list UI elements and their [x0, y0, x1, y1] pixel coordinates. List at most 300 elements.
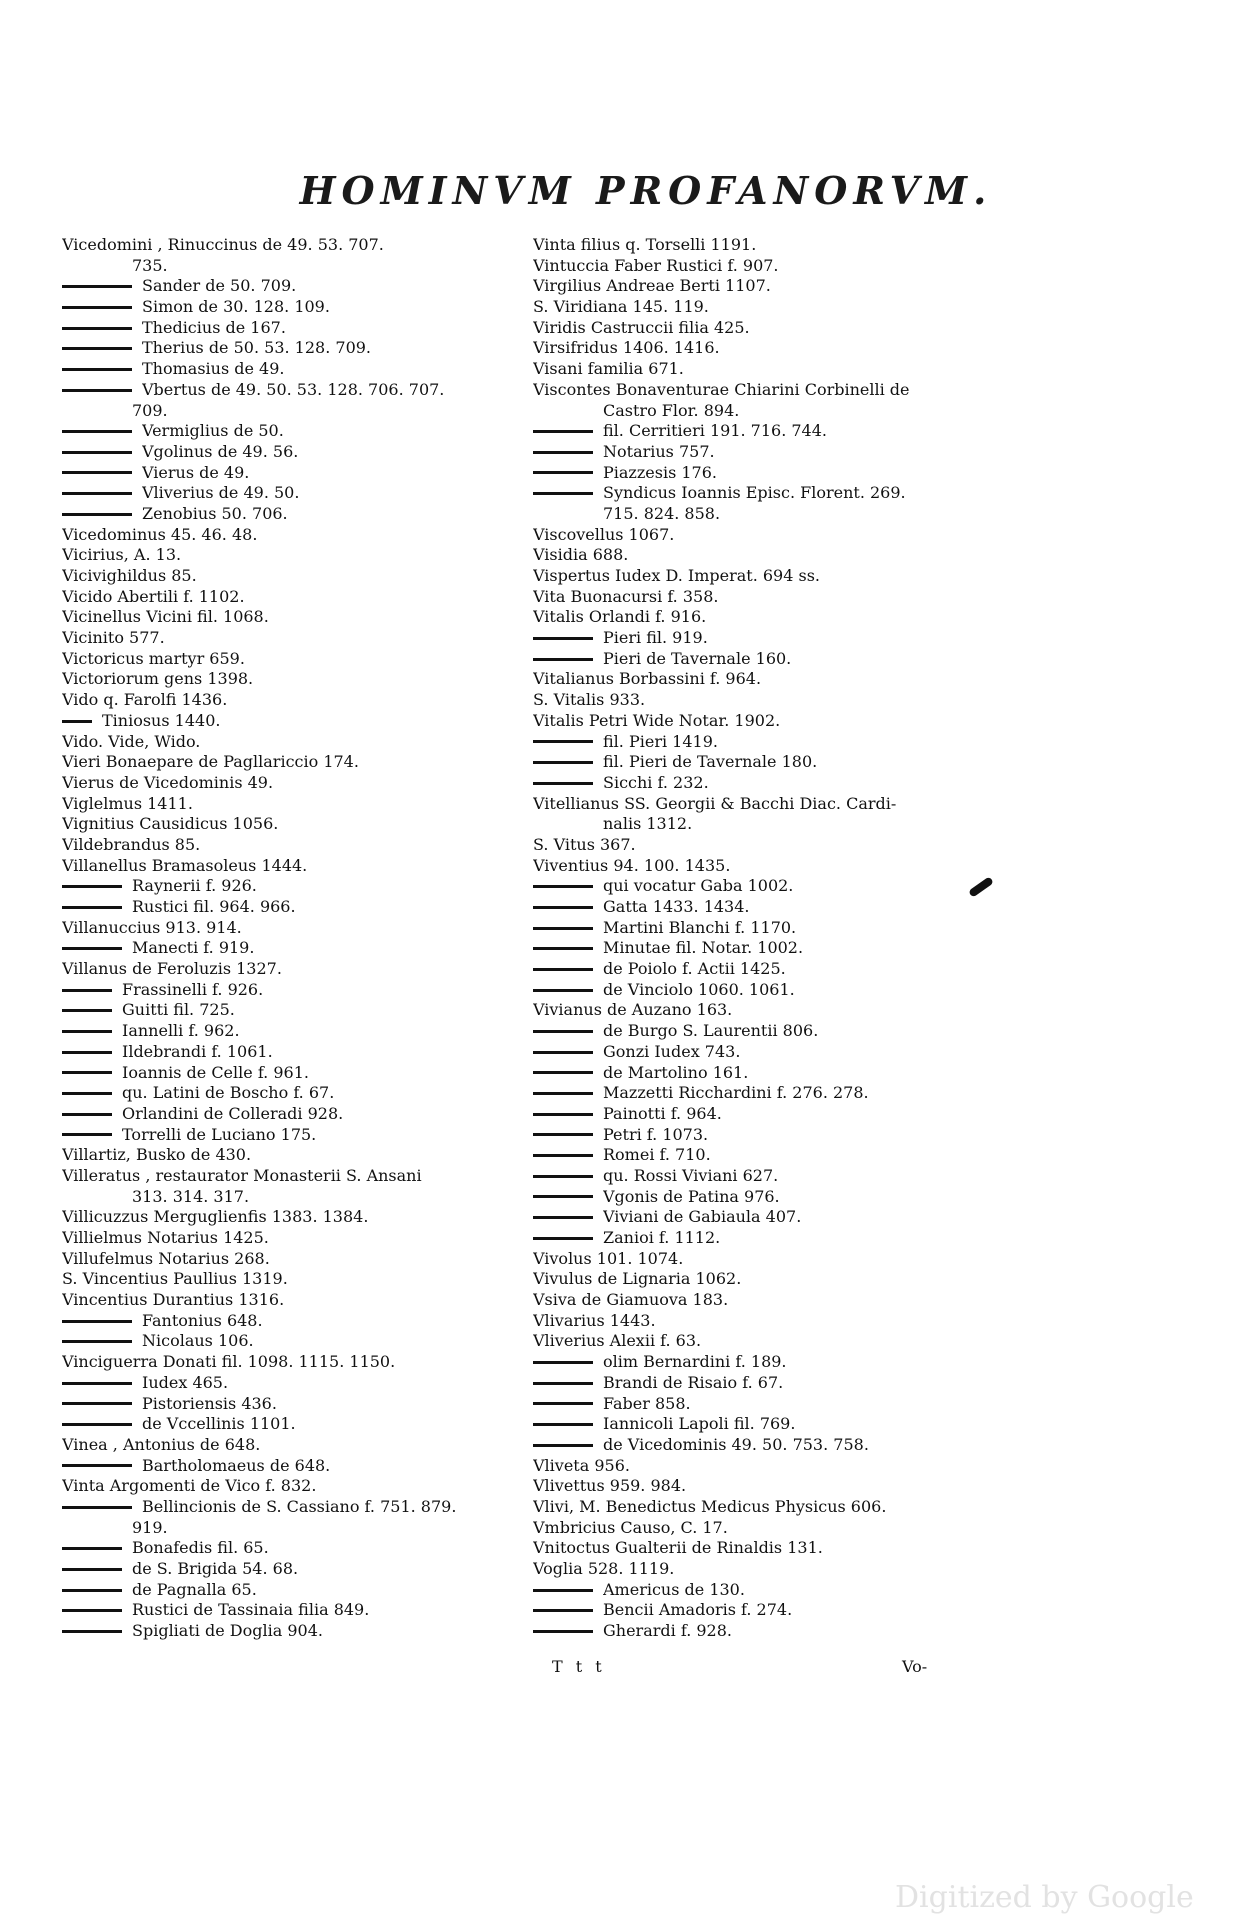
repeat-dash: [62, 327, 132, 330]
repeat-dash: [62, 306, 132, 309]
repeat-dash: [533, 1361, 593, 1364]
index-entry: [62, 773, 532, 794]
repeat-dash: [533, 885, 593, 888]
repeat-dash: [533, 782, 593, 785]
index-entry: [62, 897, 532, 918]
repeat-dash: [533, 471, 593, 474]
index-entry: [62, 1000, 532, 1021]
index-entry: [62, 1207, 532, 1228]
index-entry-text: Pistoriensis 436.: [142, 1393, 277, 1413]
index-entry-text: Nicolaus 106.: [142, 1331, 254, 1351]
watermark: Digitized by Google: [895, 1880, 1194, 1915]
signature-mark: T t t: [552, 1657, 606, 1676]
index-entry: [533, 814, 1003, 835]
index-entry-text: Vitellianus SS. Georgii & Bacchi Diac. Cardi-: [533, 793, 897, 813]
repeat-dash: [533, 1092, 593, 1095]
index-entry: [533, 1497, 1003, 1518]
repeat-dash: [533, 1175, 593, 1178]
repeat-dash: [533, 740, 593, 743]
index-entry-text: Vido q. Farolfi 1436.: [62, 690, 228, 710]
index-entry: [533, 442, 1003, 463]
repeat-dash: [62, 389, 132, 392]
index-entry-text: Victoriorum gens 1398.: [62, 669, 254, 689]
index-entry: [62, 1269, 532, 1290]
index-entry-text: Vlivi, M. Benedictus Medicus Physicus 606.: [533, 1496, 887, 1516]
index-entry-text: Vignitius Causidicus 1056.: [62, 814, 279, 834]
index-entry-text: Iannelli f. 962.: [122, 1021, 240, 1041]
repeat-dash: [62, 1133, 112, 1136]
index-entry-text: Vitalis Orlandi f. 916.: [533, 607, 707, 627]
index-entry-text: Vivulus de Lignaria 1062.: [533, 1269, 742, 1289]
index-entry: [533, 980, 1003, 1001]
repeat-dash: [62, 513, 132, 516]
index-entry: [533, 732, 1003, 753]
repeat-dash: [62, 1382, 132, 1385]
index-entry-text: Pieri de Tavernale 160.: [603, 648, 792, 668]
repeat-dash: [533, 1402, 593, 1405]
index-entry-text: Vido. Vide, Wido.: [62, 731, 201, 751]
index-entry: [62, 1042, 532, 1063]
index-entry: [62, 732, 532, 753]
index-entry-text: qui vocatur Gaba 1002.: [603, 876, 794, 896]
index-entry-text: Americus de 130.: [603, 1579, 745, 1599]
index-entry: [533, 773, 1003, 794]
index-entry-text: Vitalis Petri Wide Notar. 1902.: [533, 710, 781, 730]
index-entry-text: Vildebrandus 85.: [62, 834, 201, 854]
index-entry-text: Minutae fil. Notar. 1002.: [603, 938, 804, 958]
index-entry: [533, 1600, 1003, 1621]
repeat-dash: [533, 761, 593, 764]
index-entry: [533, 380, 1003, 401]
index-entry: [62, 959, 532, 980]
index-entry-text: Villeratus , restaurator Monasterii S. Ansani: [62, 1165, 422, 1185]
repeat-dash: [533, 1216, 593, 1219]
index-entry: [62, 566, 532, 587]
index-entry-text: Villielmus Notarius 1425.: [62, 1228, 269, 1247]
index-entry-text: Vinciguerra Donati fil. 1098. 1115. 1150.: [62, 1352, 396, 1372]
index-entry-text: fil. Pieri de Tavernale 180.: [603, 752, 818, 772]
index-entry: [62, 1456, 532, 1477]
index-entry-text: Vivolus 101. 1074.: [533, 1248, 684, 1268]
repeat-dash: [533, 1071, 593, 1074]
repeat-dash: [533, 1030, 593, 1033]
index-entry-text: qu. Rossi Viviani 627.: [603, 1165, 779, 1185]
index-entry-text: fil. Pieri 1419.: [603, 731, 718, 751]
index-entry-text: Zanioi f. 1112.: [603, 1228, 721, 1247]
index-entry-text: Viscontes Bonaventurae Chiarini Corbinelli de: [533, 379, 910, 399]
repeat-dash: [533, 1133, 593, 1136]
index-entry: [533, 1125, 1003, 1146]
repeat-dash: [533, 1589, 593, 1592]
repeat-dash: [62, 1568, 122, 1571]
index-entry-text: Vlivarius 1443.: [533, 1310, 656, 1330]
index-entry-text: Petri f. 1073.: [603, 1124, 709, 1144]
index-entry: [62, 1021, 532, 1042]
repeat-dash: [62, 947, 122, 950]
index-entry-text: Villanellus Bramasoleus 1444.: [62, 855, 308, 875]
index-entry-text: Frassinelli f. 926.: [122, 979, 264, 999]
index-entry-text: Raynerii f. 926.: [132, 876, 257, 896]
index-entry-text: 735.: [132, 255, 168, 275]
repeat-dash: [62, 1589, 122, 1592]
index-entry-text: Bonafedis fil. 65.: [132, 1538, 269, 1558]
index-entry: [533, 856, 1003, 877]
index-entry-text: qu. Latini de Boscho f. 67.: [122, 1083, 335, 1103]
index-entry: [62, 1083, 532, 1104]
index-entry-text: Rustici de Tassinaia filia 849.: [132, 1600, 370, 1620]
index-entry: [62, 276, 532, 297]
index-entry: [62, 980, 532, 1001]
repeat-dash: [62, 1092, 112, 1095]
index-entry-text: Brandi de Risaio f. 67.: [603, 1372, 784, 1392]
index-entry-text: 919.: [132, 1517, 168, 1537]
index-entry-text: Visani familia 671.: [533, 359, 684, 379]
repeat-dash: [533, 989, 593, 992]
index-entry-text: Viventius 94. 100. 1435.: [533, 855, 731, 875]
index-entry-text: Victoricus martyr 659.: [62, 648, 245, 668]
index-entry-text: Simon de 30. 128. 109.: [142, 297, 330, 317]
repeat-dash: [533, 906, 593, 909]
index-entry-text: Bencii Amadoris f. 274.: [603, 1600, 793, 1620]
index-entry-text: Ioannis de Celle f. 961.: [122, 1062, 309, 1082]
index-entry-text: Vinta filius q. Torselli 1191.: [533, 235, 757, 254]
index-entry-text: nalis 1312.: [603, 814, 693, 834]
index-entry-text: Vincentius Durantius 1316.: [62, 1290, 285, 1310]
index-entry-text: Vliveta 956.: [533, 1455, 630, 1475]
index-entry-text: Rustici fil. 964. 966.: [132, 897, 296, 916]
repeat-dash: [62, 368, 132, 371]
index-entry: [533, 835, 1003, 856]
index-entry: [533, 359, 1003, 380]
index-entry-text: Bellincionis de S. Cassiano f. 751. 879.: [142, 1496, 457, 1516]
index-entry: [62, 442, 532, 463]
index-entry: [62, 1600, 532, 1621]
index-entry-text: Manecti f. 919.: [132, 938, 255, 958]
index-entry-text: Vicedominus 45. 46. 48.: [62, 524, 258, 544]
index-entry: [533, 1476, 1003, 1497]
index-entry-text: Painotti f. 964.: [603, 1103, 722, 1123]
repeat-dash: [62, 1320, 132, 1323]
index-entry-text: Virgilius Andreae Berti 1107.: [533, 276, 771, 296]
repeat-dash: [533, 1195, 593, 1198]
index-entry-text: Notarius 757.: [603, 441, 715, 461]
repeat-dash: [62, 1051, 112, 1054]
repeat-dash: [533, 1423, 593, 1426]
index-entry-text: 715. 824. 858.: [603, 503, 721, 523]
index-entry-text: Vinta Argomenti de Vico f. 832.: [62, 1476, 317, 1496]
index-entry: [533, 711, 1003, 732]
index-entry-text: Bartholomaeus de 648.: [142, 1455, 331, 1475]
index-entry: [533, 1104, 1003, 1125]
index-entry: [62, 918, 532, 939]
repeat-dash: [62, 1630, 122, 1633]
repeat-dash: [533, 968, 593, 971]
repeat-dash: [62, 989, 112, 992]
index-entry: [533, 752, 1003, 773]
index-entry: [533, 1621, 1003, 1642]
index-entry-text: Vieri Bonaepare de Pagllariccio 174.: [62, 752, 359, 772]
index-entry: [533, 1042, 1003, 1063]
index-entry: [62, 1373, 532, 1394]
repeat-dash: [533, 1051, 593, 1054]
repeat-dash: [533, 1609, 593, 1612]
index-entry-text: Vicirius, A. 13.: [62, 545, 182, 565]
index-entry: [62, 504, 532, 525]
index-entry: [62, 401, 532, 422]
index-entry: [62, 1394, 532, 1415]
index-entry-text: Voglia 528. 1119.: [533, 1559, 675, 1578]
index-entry-text: Vivianus de Auzano 163.: [533, 1000, 733, 1020]
index-entry: [533, 1559, 1003, 1580]
index-entry-text: Visidia 688.: [533, 545, 629, 565]
index-entry: [62, 1476, 532, 1497]
repeat-dash: [62, 285, 132, 288]
repeat-dash: [533, 1630, 593, 1633]
index-entry-text: Vitalianus Borbassini f. 964.: [533, 669, 762, 689]
index-entry: [62, 1331, 532, 1352]
index-entry: [62, 483, 532, 504]
index-entry: [533, 545, 1003, 566]
index-entry: [533, 1538, 1003, 1559]
index-entry: [533, 1166, 1003, 1187]
index-entry: [533, 1269, 1003, 1290]
index-entry-text: Vliverius Alexii f. 63.: [533, 1331, 702, 1351]
index-entry: [62, 690, 532, 711]
index-entry: [533, 401, 1003, 422]
index-entry: [62, 235, 532, 256]
repeat-dash: [533, 947, 593, 950]
index-entry: [62, 856, 532, 877]
index-entry-text: Therius de 50. 53. 128. 709.: [142, 338, 372, 358]
index-entry-text: de S. Brigida 54. 68.: [132, 1559, 299, 1578]
index-entry: [62, 359, 532, 380]
index-entry-text: Iannicoli Lapoli fil. 769.: [603, 1414, 796, 1434]
index-entry: [533, 918, 1003, 939]
index-entry-text: 313. 314. 317.: [132, 1186, 250, 1206]
repeat-dash: [533, 492, 593, 495]
index-entry: [62, 545, 532, 566]
index-entry: [62, 1311, 532, 1332]
index-entry: [533, 897, 1003, 918]
index-entry-text: Vicinito 577.: [62, 628, 165, 648]
index-entry-text: Vierus de 49.: [142, 462, 250, 482]
repeat-dash: [62, 1464, 132, 1467]
index-entry: [62, 649, 532, 670]
index-entry: [533, 1228, 1003, 1249]
index-entry: [62, 1497, 532, 1518]
index-entry-text: olim Bernardini f. 189.: [603, 1352, 787, 1372]
index-entry-text: Thedicius de 167.: [142, 317, 286, 337]
repeat-dash: [533, 927, 593, 930]
index-entry-text: S. Vincentius Paullius 1319.: [62, 1269, 288, 1289]
index-entry: [533, 587, 1003, 608]
index-entry-text: Sander de 50. 709.: [142, 276, 297, 296]
left-index-column: [62, 235, 532, 1642]
index-entry: [533, 669, 1003, 690]
index-entry: [533, 421, 1003, 442]
index-entry: [533, 1187, 1003, 1208]
index-entry: [62, 1559, 532, 1580]
index-entry: [62, 1104, 532, 1125]
index-entry: [62, 1166, 532, 1187]
repeat-dash: [62, 471, 132, 474]
index-entry-text: Vicivighildus 85.: [62, 566, 197, 585]
index-entry-text: de Poiolo f. Actii 1425.: [603, 959, 786, 979]
index-entry-text: fil. Cerritieri 191. 716. 744.: [603, 421, 827, 441]
index-entry: [62, 525, 532, 546]
index-entry: [533, 1394, 1003, 1415]
index-entry-text: Pieri fil. 919.: [603, 628, 708, 648]
index-entry-text: Villanuccius 913. 914.: [62, 917, 242, 937]
index-entry-text: Vierus de Vicedominis 49.: [62, 772, 274, 792]
index-entry: [533, 1311, 1003, 1332]
repeat-dash: [533, 451, 593, 454]
index-entry: [533, 1290, 1003, 1311]
index-entry-text: Vgonis de Patina 976.: [603, 1186, 780, 1206]
index-entry-text: Guitti fil. 725.: [122, 1000, 235, 1020]
index-entry-text: Vispertus Iudex D. Imperat. 694 ss.: [533, 566, 820, 585]
index-entry: [62, 1145, 532, 1166]
index-entry: [533, 690, 1003, 711]
index-entry-text: Mazzetti Ricchardini f. 276. 278.: [603, 1083, 869, 1103]
repeat-dash: [62, 906, 122, 909]
repeat-dash: [62, 885, 122, 888]
index-entry-text: Gonzi Iudex 743.: [603, 1041, 741, 1061]
index-entry-text: Faber 858.: [603, 1393, 691, 1413]
index-entry: [533, 1456, 1003, 1477]
index-entry: [62, 1125, 532, 1146]
index-entry: [62, 1290, 532, 1311]
index-entry: [533, 1083, 1003, 1104]
index-entry-text: Castro Flor. 894.: [603, 400, 740, 420]
index-entry-text: Vita Buonacursi f. 358.: [533, 586, 719, 606]
index-entry: [533, 525, 1003, 546]
index-entry-text: Vermiglius de 50.: [142, 421, 284, 441]
repeat-dash: [533, 1113, 593, 1116]
index-entry-text: Thomasius de 49.: [142, 359, 285, 379]
index-entry: [62, 256, 532, 277]
index-entry-text: Sicchi f. 232.: [603, 772, 709, 792]
repeat-dash: [62, 1009, 112, 1012]
index-entry-text: Orlandini de Colleradi 928.: [122, 1103, 344, 1123]
index-entry: [533, 1435, 1003, 1456]
index-entry: [62, 1249, 532, 1270]
index-entry: [62, 607, 532, 628]
index-entry: [62, 794, 532, 815]
index-entry-text: de Burgo S. Laurentii 806.: [603, 1021, 819, 1041]
index-entry: [62, 1538, 532, 1559]
index-entry-text: Gherardi f. 928.: [603, 1621, 732, 1641]
index-entry: [533, 876, 1003, 897]
index-entry-text: Vlivettus 959. 984.: [533, 1476, 687, 1496]
index-entry: [533, 1207, 1003, 1228]
repeat-dash: [62, 1113, 112, 1116]
index-entry: [62, 1228, 532, 1249]
index-entry: [533, 1352, 1003, 1373]
index-entry-text: Viridis Castruccii filia 425.: [533, 317, 750, 337]
index-entry-text: Romei f. 710.: [603, 1145, 711, 1165]
index-entry-text: Vicido Abertili f. 1102.: [62, 586, 245, 606]
repeat-dash: [62, 492, 132, 495]
index-entry: [533, 1021, 1003, 1042]
index-entry-text: Viscovellus 1067.: [533, 524, 675, 544]
index-entry: [533, 1580, 1003, 1601]
index-entry: [62, 1580, 532, 1601]
index-entry-text: de Vinciolo 1060. 1061.: [603, 979, 795, 999]
index-entry: [533, 256, 1003, 277]
index-entry: [533, 628, 1003, 649]
index-entry: [533, 276, 1003, 297]
index-entry-text: Vgolinus de 49. 56.: [142, 441, 299, 461]
index-entry-text: Vicinellus Vicini fil. 1068.: [62, 607, 269, 627]
index-entry-text: Vinea , Antonius de 648.: [62, 1434, 261, 1454]
index-entry: [62, 711, 532, 732]
repeat-dash: [533, 1237, 593, 1240]
index-entry-text: Piazzesis 176.: [603, 462, 717, 482]
index-entry: [533, 1373, 1003, 1394]
repeat-dash: [62, 1030, 112, 1033]
repeat-dash: [533, 430, 593, 433]
repeat-dash: [62, 1609, 122, 1612]
index-entry-text: Villicuzzus Merguglienfis 1383. 1384.: [62, 1207, 369, 1227]
index-entry: [62, 1063, 532, 1084]
index-entry: [533, 959, 1003, 980]
index-entry: [62, 814, 532, 835]
catchword: Vo-: [902, 1657, 928, 1676]
index-entry-text: Gatta 1433. 1434.: [603, 897, 750, 916]
index-entry-text: S. Vitalis 933.: [533, 690, 646, 710]
repeat-dash: [533, 658, 593, 661]
index-entry-text: Viviani de Gabiaula 407.: [603, 1207, 802, 1227]
repeat-dash: [533, 1154, 593, 1157]
index-entry: [533, 338, 1003, 359]
index-entry: [62, 1352, 532, 1373]
right-index-column: [533, 235, 1003, 1642]
index-entry-text: de Vicedominis 49. 50. 753. 758.: [603, 1434, 869, 1454]
index-entry: [533, 318, 1003, 339]
index-entry: [62, 835, 532, 856]
index-entry-text: S. Viridiana 145. 119.: [533, 297, 709, 317]
repeat-dash: [62, 347, 132, 350]
index-entry-text: Vintuccia Faber Rustici f. 907.: [533, 255, 779, 275]
index-entry-text: S. Vitus 367.: [533, 834, 636, 854]
index-entry: [533, 1414, 1003, 1435]
index-entry: [533, 649, 1003, 670]
index-entry: [62, 628, 532, 649]
index-entry: [62, 669, 532, 690]
index-entry-text: Vmbricius Causo, C. 17.: [533, 1517, 728, 1537]
index-entry: [62, 421, 532, 442]
index-entry-text: Vliverius de 49. 50.: [142, 483, 300, 503]
repeat-dash: [62, 1340, 132, 1343]
index-entry: [62, 938, 532, 959]
index-entry-text: Iudex 465.: [142, 1372, 229, 1392]
index-entry-text: Spigliati de Doglia 904.: [132, 1621, 323, 1641]
page-title: HOMINVM PROFANORVM.: [299, 168, 993, 213]
repeat-dash: [533, 1444, 593, 1447]
index-entry-text: Villanus de Feroluzis 1327.: [62, 959, 282, 979]
index-entry: [62, 338, 532, 359]
index-entry: [533, 607, 1003, 628]
repeat-dash: [62, 1071, 112, 1074]
repeat-dash: [62, 1423, 132, 1426]
index-entry: [533, 235, 1003, 256]
index-entry-text: Martini Blanchi f. 1170.: [603, 917, 797, 937]
index-entry: [62, 463, 532, 484]
index-entry-text: Vbertus de 49. 50. 53. 128. 706. 707.: [142, 379, 445, 399]
index-entry: [533, 297, 1003, 318]
index-entry-text: Viglelmus 1411.: [62, 793, 193, 813]
